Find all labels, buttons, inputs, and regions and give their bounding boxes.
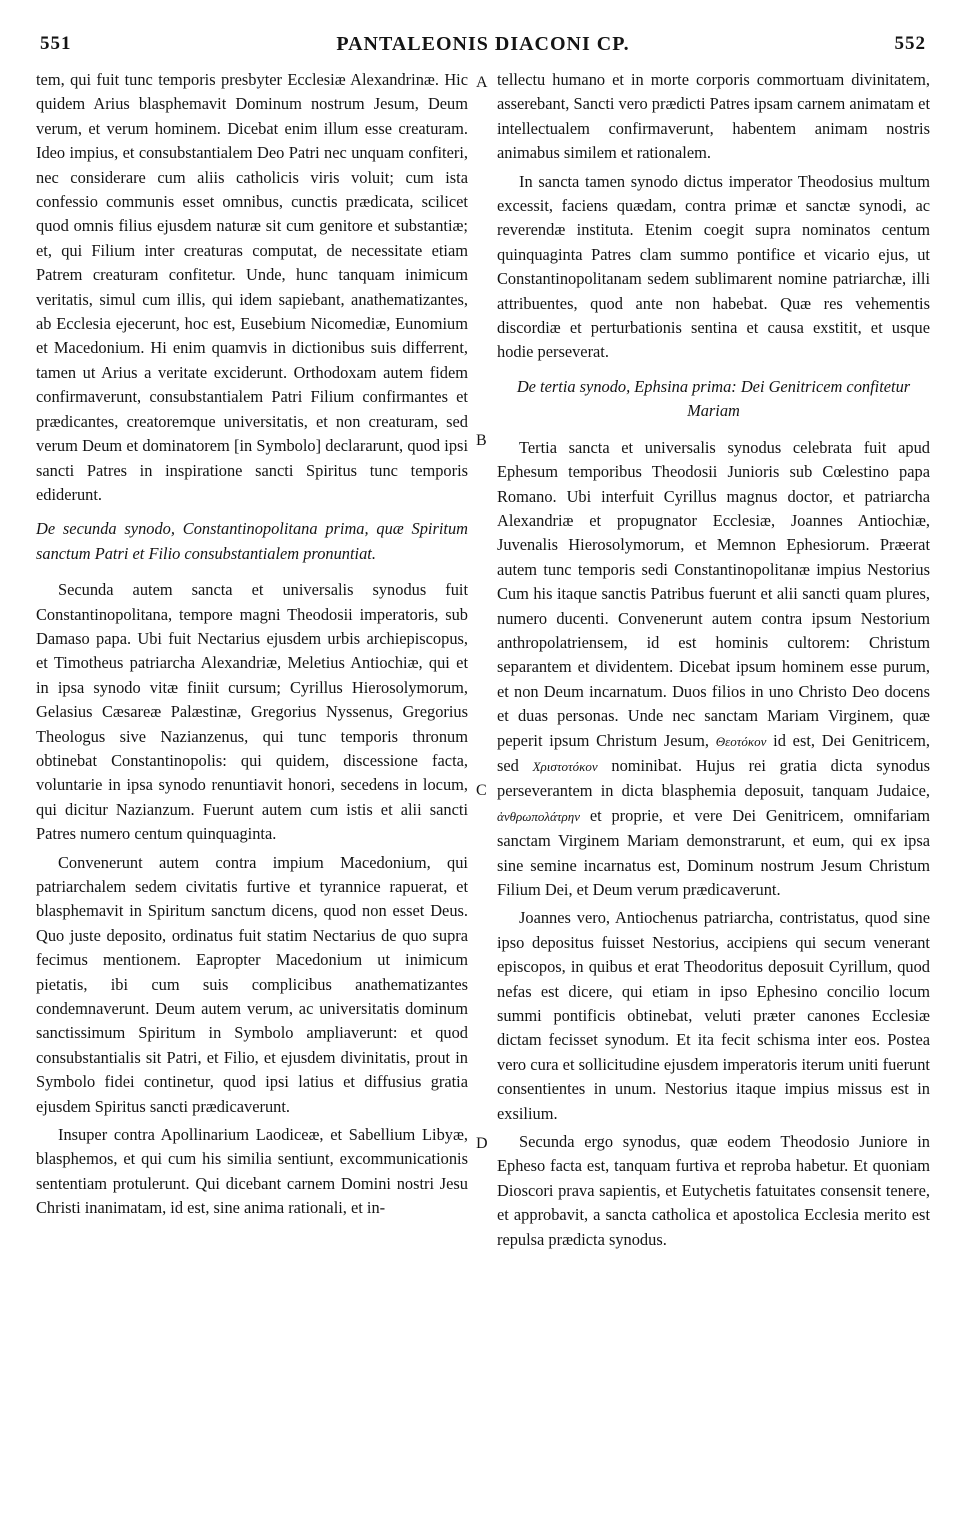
right-paragraph-1: tellectu humano et in morte corporis commortuam divinitatem, asserebant, Sancti vero prædicti Patres ipsam carnem animatam et intellectualem confirmaverunt, habentem animam nostris animabus similem et rationalem. [497, 70, 930, 163]
right-paragraph-3-part-c: nominibat. Hujus rei gratia dicta synodus perseverantem in dicta blasphemia deposuit, tanquam Judaice, [497, 755, 930, 801]
page-number-right: 552 [894, 33, 926, 54]
page-number-left: 551 [40, 33, 72, 54]
right-paragraph-3-part-a: Tertia sancta et universalis synodus celebrata fuit apud Ephesum temporibus Theodosii Junioris sub Cœlestino papa Romano. Ubi interfuit Cyrillus magnus doctor, et patriarcha Alexandriæ et propugnator Ecclesiæ, Joannes Antiochiæ, Juvenalis Hierosolymorum, et Memnon Ephesiorum. Præerat autem tunc temporis sedi Constantinopolitanæ impius Nestorius Cum his itaque sanctis Patribus fuerunt et alii sancti quam plures, numero ducenti. Convenerunt autem contra ipsum Nestorium anthropolatriensem, id est hominis cultorem: Christum separantem et dividentem. Dicebat ipsum hominem esse purum, et non Deum incarnatum. Duos filios in uno Christo Deo docens et duas personas. Unde nec sanctam Mariam Virginem, quæ peperit ipsum Christum Jesum, [497, 437, 930, 750]
right-paragraph-5: Secunda ergo synodus, quæ eodem Theodosio Juniore in Epheso facta est, tanquam furtiva et reproba habetur. Et quoniam Dioscori prava sapientis, et Eutychetis fatuitates consensit tenere, et approbavit, a sancta catholica et apostolica Ecclesia merito est repulsa prædicta synodus. [497, 1132, 930, 1249]
margin-letter-d: D [476, 1135, 488, 1152]
margin-letter-a: A [476, 74, 488, 91]
greek-word-christotokon: Χριστοτόκον [532, 758, 598, 774]
greek-word-theotokon: Θεοτόκον [715, 733, 767, 749]
left-column [36, 68, 468, 1225]
right-paragraph-4: Joannes vero, Antiochenus patriarcha, contristatus, quod sine ipso depositus fuisset Nestorius, accipiens qui secum venerant episcopos, in quibus et erat Theodoritus deposuit Cyrillum, quod nefas est dicere, qui etiam in ipso Ephesino concilio locum summi pontificis obtinebat, veluti præter canones Ecclesiæ dictam fecisset synodum. Et ita fecit schisma inter eos. Postea vero cura et sollicitudine ejusdem imperatoris iterum uniti fuerunt consentientes in unum. Nestorius itaque impius missus est in exsilium. [497, 908, 930, 1123]
left-paragraph-3: Convenerunt autem contra impium Macedonium, qui patriarchalem sedem civitatis furtive et tyrannice rapuerat, et blasphemavit in Spiritum sanctum dicens, quod non esset Deus. Quo juste deposito, ordinatus fuit statim Nectarius de quo supra fecimus mentionem. Eapropter Macedonium ut inimicum pietatis, ibi cum suis complicibus anathematizantes condemnaverunt. Deum autem verum, ac universitatis dominum sanctissimum Spiritum in Symbolo ampliaverunt: et quod consubstantialis sit Patri, et Filio, et ejusdem divinitatis, prout in Symbolo fidei continetur, quod ipsi latius et diffusius gratia ejusdem Spiritus sancti prædicaverunt. [36, 852, 468, 1116]
right-paragraph-3-part-b: id est, Dei Genitricem, sed [497, 730, 930, 775]
left-paragraph-1: tem, qui fuit tunc temporis presbyter Ecclesiæ Alexandrinæ. Hic quidem Arius blasphemavit Dominum nostrum Jesum, Deum verum, et verum hominem. Dicebat enim illum esse creaturam. Ideo impius, et consubstantialem Deo Patri nec unquam confiteri, nec considerare cum aliis catholicis viris voluit; cum ista confessio communis esset omnibus, cunctis prædicata, scilicet quod omnis filius ejusdem naturæ sit cum genitore et substantiæ; et, qui Filium inter creaturas computat, de necessitate etiam Patrem creaturam confitetur. Unde, hunc tanquam inimicum veritatis, simul cum illis, qui idem sapiebant, anathematizantes, ab Ecclesia ejecerunt, hoc est, Eusebium Nicomediæ, Eunomium et Macedonium. Hi enim quamvis in dictionibus suis differrent, tamen ut Arius a veritate exciderunt. Orthodoxam autem fidem confirmaverunt, consubstantialem Patri Filium confirmantes et prædicantes, creatoremque universitatis, et non creaturam, sed verum Deum et dominatorem [in Symbolo] declararunt, quod ipsi sancti Patres in inspiratione sancti Spiritus tunc temporis ediderunt. [36, 70, 468, 504]
page-header [40, 33, 926, 57]
right-column [497, 68, 930, 1256]
left-paragraph-2: Secunda autem sancta et universalis synodus fuit Constantinopolitana, tempore magni Theodosii imperatoris, sub Damaso papa. Ubi fuit Nectarius ejusdem urbis archiepiscopus, et Timotheus patriarcha Alexandriæ, Meletius Antiochiæ, qui et in ipsa synodo vitæ finiit cursum; Cyrillus Hierosolymorum, Gelasius Cæsareæ Palæstinæ, Gregorius Nyssenus, Gregorius Theologus sive Nazianzenus, qui tunc temporis thronum obtinebat Constantinopolis: qui quidem, discessione facta, voluntarie in ipsa synodo renuntiavit honori, secedens in locum, qui dicitur Nazianzum. Fuerunt autem cum istis et alii sancti Patres numero centum quinquaginta. [36, 580, 468, 844]
margin-letter-c: C [476, 782, 487, 799]
left-paragraph-4: Insuper contra Apollinarium Laodiceæ, et Sabellium Libyæ, blasphemos, et qui cum his similia sentiunt, excommunicationis sententiam protulerunt. Qui dicebant carnem Domini nostri Jesu Christi inanimatam, id est, sine anima rationali, et in- [36, 1125, 468, 1218]
greek-word-anthropolatren: ἀνθρωπολάτρην [497, 808, 580, 824]
right-paragraph-2: In sancta tamen synodo dictus imperator Theodosius multum excessit, faciens quædam, contra primæ et sanctæ synodi, ac reverendæ instituta. Etenim coegit supra nominatos centum quinquaginta Patres clam summo pontifice et vicario ejus, ut Constantinopolitanam sedem sublimarent nomine patriarchæ, illi attribuentes, quod ante non habebat. Quæ res vehementis discordiæ et perturbationis sentina et causa exstitit, et usque hodie perseverat. [497, 171, 930, 362]
right-paragraph-3-part-d: et proprie, et vere Dei Genitricem, omnifariam sanctam Virginem Mariam demonstrarunt, et eum, qui ex ipsa sine semine incarnatus est, Dominum nostrum Jesum Christum Filium Dei, et Deum verum prædicaverunt. [497, 805, 930, 899]
running-title: PANTALEONIS DIACONI CP. [336, 33, 630, 55]
section-heading-third-synod: De tertia synodo, Ephsina prima: Dei Genitricem confitetur Mariam [516, 376, 911, 421]
right-paragraph-3 [497, 436, 930, 903]
margin-letter-b: B [476, 432, 487, 449]
section-heading-second-synod: De secunda synodo, Constantinopolitana prima, quæ Spiritum sanctum Patri et Filio consubstantialem pronuntiat. [36, 519, 468, 563]
